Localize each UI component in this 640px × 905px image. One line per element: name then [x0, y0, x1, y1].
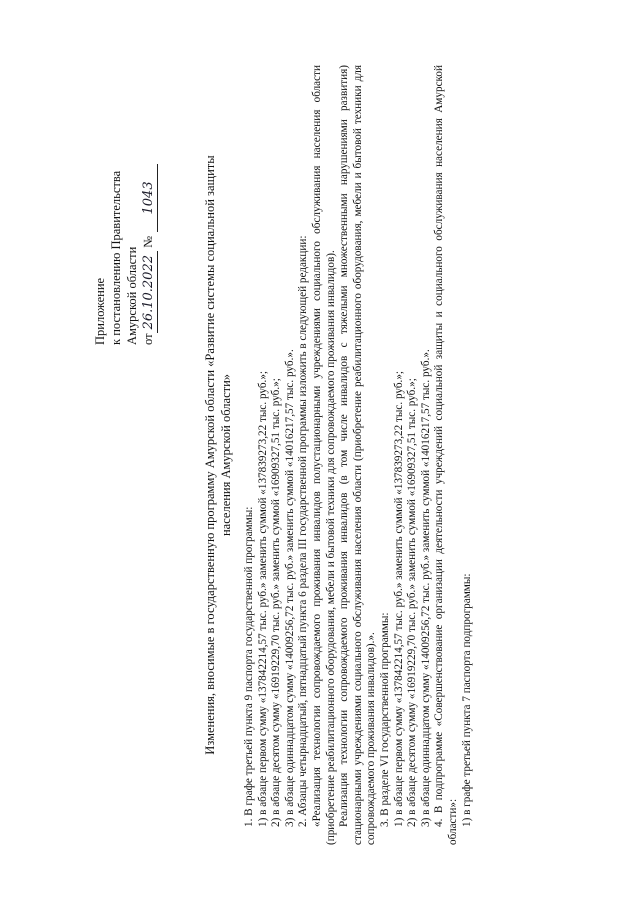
date-prefix: от [141, 333, 155, 345]
paragraph-item-1: 1. В графе третьей пункта 9 паспорта государственной программы: [243, 506, 255, 827]
appendix-date-number-line [140, 115, 158, 345]
appendix-region-line: Амурской области [125, 246, 139, 345]
paragraph-subitem: 2) в абзаце десятом сумму «16919229,70 тыс. руб.» заменить суммой «16909327,51 тыс. руб.»; [270, 378, 283, 827]
title-line-1: Изменения, вносимые в государственную программу Амурской области «Развитие системы социальной защиты [203, 155, 217, 755]
document-title [202, 65, 234, 845]
handwritten-number: 1043 [141, 164, 158, 232]
paragraph-item-3: 3. В разделе VI государственной программы: [378, 612, 391, 827]
title-line-2: населения Амурской области» [219, 373, 233, 537]
appendix-block [92, 115, 158, 345]
document-body [243, 65, 474, 845]
paragraph-subitem: 1) в абзаце первом сумму «137842214,57 тыс. руб.» заменить суммой «137839273,22 тыс. руб.»; [256, 370, 269, 827]
paragraph-subitem: 3) в абзаце одиннадцатом сумму «14009256,72 тыс. руб.» заменить суммой «14016217,57 тыс. руб.». [419, 349, 432, 827]
number-prefix: № [141, 235, 155, 248]
paragraph-subitem: 1) в абзаце первом сумму «137842214,57 тыс. руб.» заменить суммой «137839273,22 тыс. руб.»; [392, 370, 405, 827]
appendix-label: Приложение [93, 277, 107, 345]
paragraph-subitem: 2) в абзаце десятом сумму «16919229,70 тыс. руб.» заменить суммой «16909327,51 тыс. руб.»; [406, 378, 419, 827]
paragraph-item-2: 2. Абзацы четырнадцатый, пятнадцатый пункта 6 раздела III государственной программы изложить в следующей редакции: [297, 235, 310, 827]
paragraph-quote: «Реализация технологии сопровождаемого проживания инвалидов полустационарными учреждениями социального обслуживания населения области (приобретение реабилитационного оборудования, мебели и бытовой техники для сопровождаемого проживания инвалидов). [310, 65, 337, 845]
appendix-resolution-line: к постановлению Правительства [109, 170, 123, 345]
paragraph-subitem: 1) в графе третьей пункта 7 паспорта подпрограммы: [460, 573, 473, 827]
handwritten-date: 26.10.2022 [141, 251, 158, 333]
paragraph-quote: Реализация технологии сопровождаемого проживания инвалидов (в том числе инвалидов с тяжелыми множественными нарушениями развития) стационарными учреждениями социального обслуживания населения области (приобретение реабилитационного оборудования, мебели и бытовой техники для сопровождаемого проживания инвалидов).». [338, 65, 378, 845]
paragraph-subitem: 3) в абзаце одиннадцатом сумму «14009256,72 тыс. руб.» заменить суммой «14016217,57 тыс. руб.». [283, 349, 296, 827]
paragraph-item-4: 4. В подпрограмме «Совершенствование организации деятельности учреждений социальной защиты и социального обслуживания населения Амурской области»: [433, 65, 459, 845]
